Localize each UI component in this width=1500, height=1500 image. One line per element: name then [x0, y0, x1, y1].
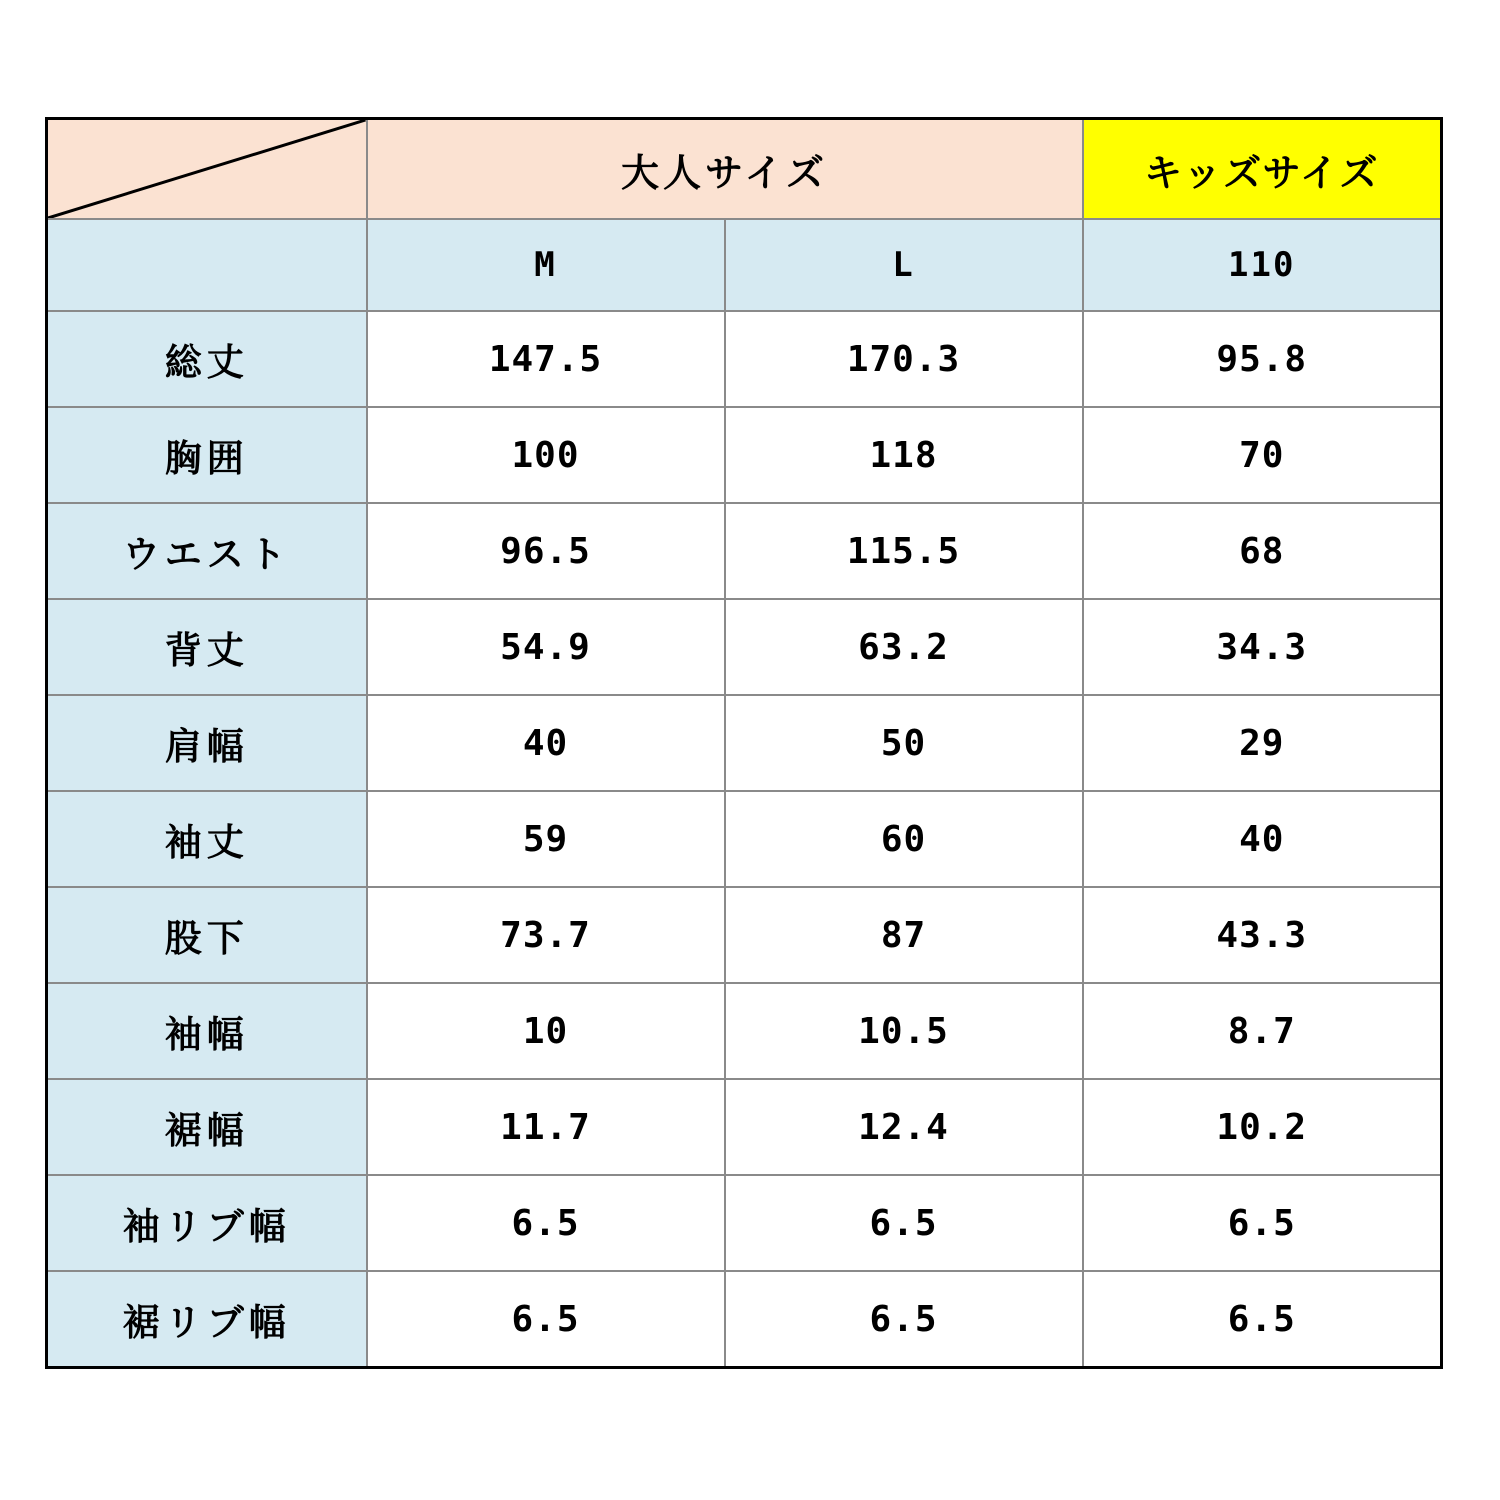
- row-label: 胸囲: [47, 407, 367, 503]
- cell-value: 10.5: [725, 983, 1083, 1079]
- cell-value: 115.5: [725, 503, 1083, 599]
- cell-value: 40: [367, 695, 725, 791]
- cell-value: 63.2: [725, 599, 1083, 695]
- cell-value: 6.5: [367, 1175, 725, 1271]
- cell-value: 11.7: [367, 1079, 725, 1175]
- cell-value: 10: [367, 983, 725, 1079]
- cell-value: 43.3: [1083, 887, 1442, 983]
- cell-value: 96.5: [367, 503, 725, 599]
- size-header-row: [47, 219, 1442, 311]
- cell-value: 50: [725, 695, 1083, 791]
- size-header-110: 110: [1083, 219, 1442, 311]
- cell-value: 54.9: [367, 599, 725, 695]
- cell-value: 12.4: [725, 1079, 1083, 1175]
- size-table-container: [45, 117, 1440, 1369]
- cell-value: 6.5: [725, 1271, 1083, 1368]
- row-label: 裾リブ幅: [47, 1271, 367, 1368]
- size-header-corner: [47, 219, 367, 311]
- diagonal-divider-icon: [48, 120, 366, 218]
- table-row: [47, 599, 1442, 695]
- size-header-l: L: [725, 219, 1083, 311]
- cell-value: 59: [367, 791, 725, 887]
- cell-value: 70: [1083, 407, 1442, 503]
- cell-value: 87: [725, 887, 1083, 983]
- cell-value: 34.3: [1083, 599, 1442, 695]
- cell-value: 10.2: [1083, 1079, 1442, 1175]
- size-header-m: M: [367, 219, 725, 311]
- cell-value: 8.7: [1083, 983, 1442, 1079]
- cell-value: 29: [1083, 695, 1442, 791]
- cell-value: 60: [725, 791, 1083, 887]
- size-table: [45, 117, 1443, 1369]
- cell-value: 118: [725, 407, 1083, 503]
- cell-value: 100: [367, 407, 725, 503]
- table-row: [47, 983, 1442, 1079]
- row-label: 肩幅: [47, 695, 367, 791]
- row-label: 袖リブ幅: [47, 1175, 367, 1271]
- cell-value: 6.5: [1083, 1271, 1442, 1368]
- cell-value: 6.5: [367, 1271, 725, 1368]
- corner-cell: [47, 119, 367, 220]
- cell-value: 73.7: [367, 887, 725, 983]
- group-header-row: [47, 119, 1442, 220]
- cell-value: 68: [1083, 503, 1442, 599]
- cell-value: 6.5: [1083, 1175, 1442, 1271]
- row-label: 袖丈: [47, 791, 367, 887]
- table-row: [47, 1175, 1442, 1271]
- table-row: [47, 1079, 1442, 1175]
- row-label: 股下: [47, 887, 367, 983]
- row-label: 袖幅: [47, 983, 367, 1079]
- row-label: 裾幅: [47, 1079, 367, 1175]
- cell-value: 95.8: [1083, 311, 1442, 407]
- table-row: [47, 407, 1442, 503]
- row-label: ウエスト: [47, 503, 367, 599]
- cell-value: 40: [1083, 791, 1442, 887]
- cell-value: 170.3: [725, 311, 1083, 407]
- cell-value: 6.5: [725, 1175, 1083, 1271]
- table-row: [47, 695, 1442, 791]
- group-header-kids: キッズサイズ: [1083, 119, 1442, 220]
- cell-value: 147.5: [367, 311, 725, 407]
- table-row: [47, 887, 1442, 983]
- table-row: [47, 1271, 1442, 1368]
- table-row: [47, 311, 1442, 407]
- row-label: 背丈: [47, 599, 367, 695]
- row-label: 総丈: [47, 311, 367, 407]
- table-row: [47, 503, 1442, 599]
- group-header-adult: 大人サイズ: [367, 119, 1083, 220]
- table-row: [47, 791, 1442, 887]
